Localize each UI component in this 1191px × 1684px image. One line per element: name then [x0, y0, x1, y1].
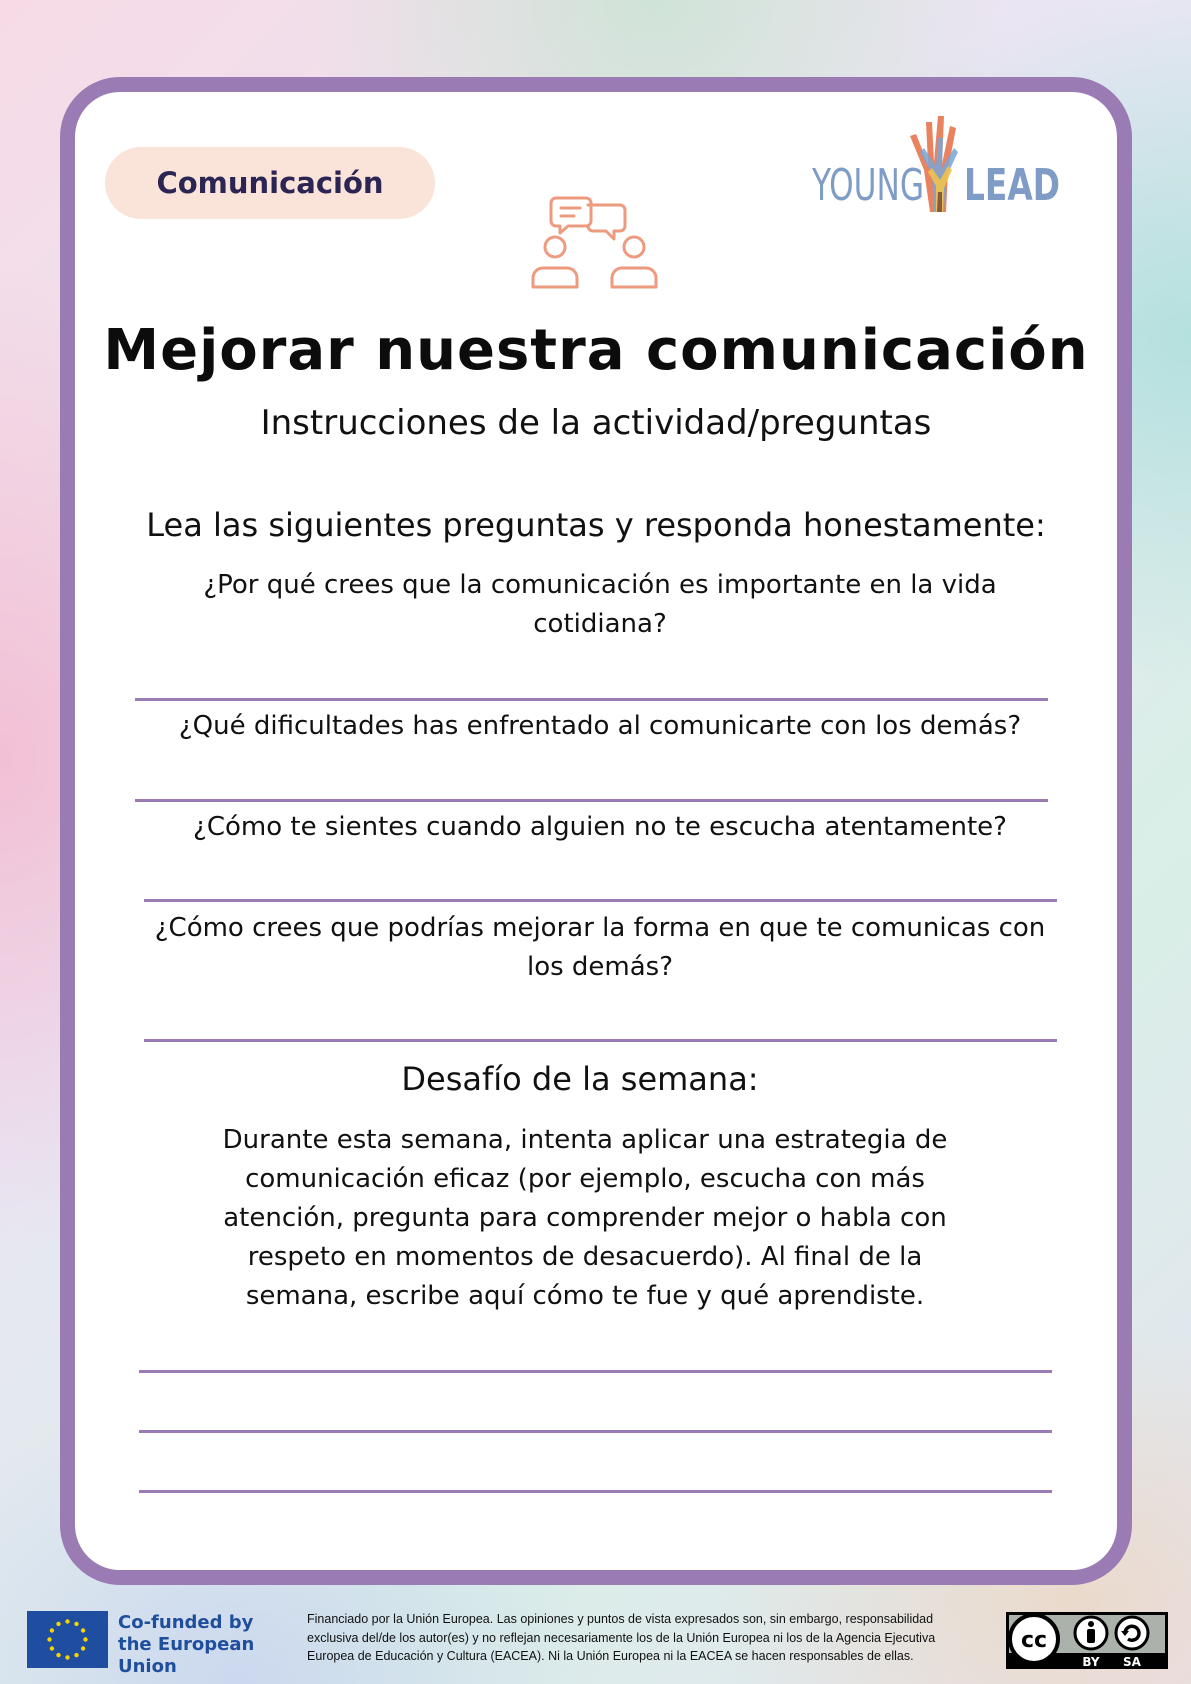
creative-commons-icon [1006, 1612, 1168, 1669]
eu-star [56, 1622, 60, 1626]
eu-star [65, 1655, 69, 1659]
eu-star [81, 1646, 85, 1650]
question-2 [110, 707, 1090, 746]
page-subtitle: Instrucciones de la actividad/preguntas [260, 403, 932, 443]
question-2-line-1: ¿Qué dificultades has enfrentado al comunicarte con los demás? [178, 711, 1022, 741]
eu-star [74, 1653, 78, 1657]
eu-star [65, 1619, 69, 1623]
challenge-answer-line-2[interactable] [139, 1430, 1052, 1433]
answer-line-4[interactable] [144, 1039, 1057, 1042]
young-lead-logo [812, 108, 1074, 220]
challenge-title: Desafío de la semana: [401, 1060, 759, 1098]
disclaimer-line: exclusiva del/de los autor(es) y no reflejan necesariamente los de la Unión Europea ni los de la Agencia Ejecutiva [307, 1630, 936, 1645]
cc-label: cc [1020, 1628, 1048, 1653]
challenge-answer-line-1[interactable] [139, 1370, 1052, 1373]
eu-star [74, 1622, 78, 1626]
challenge-text-line: respeto en momentos de desacuerdo). Al final de la [247, 1242, 923, 1272]
instructions-lead: Lea las siguientes preguntas y responda honestamente: [146, 506, 1046, 544]
challenge-text-line: atención, pregunta para comprender mejor o habla con [223, 1203, 947, 1233]
challenge-answer-line-3[interactable] [139, 1490, 1052, 1493]
challenge-text [170, 1121, 1000, 1316]
answer-line-1[interactable] [135, 698, 1048, 701]
logo-left-text: YOUNG [811, 160, 924, 211]
eu-star [56, 1653, 60, 1657]
challenge-text-line: Durante esta semana, intenta aplicar una estrategia de [222, 1125, 948, 1155]
challenge-text-line: comunicación eficaz (por ejemplo, escucha con más [245, 1164, 925, 1194]
conversation-people-icon [528, 195, 663, 290]
eu-star [50, 1646, 54, 1650]
eu-flag-icon [27, 1611, 108, 1668]
category-tag [105, 147, 435, 219]
question-4 [100, 909, 1100, 987]
disclaimer-line: Europea de Educación y Cultura (EACEA). Ni la Unión Europea ni la EACEA se hacen responsables de ellas. [307, 1649, 914, 1663]
question-3-line-1: ¿Cómo te sientes cuando alguien no te escucha atentamente? [193, 812, 1007, 842]
eu-text-line-1: Co-funded by [118, 1612, 254, 1633]
eu-star [50, 1628, 54, 1632]
sa-label: SA [1123, 1655, 1141, 1669]
eu-star [47, 1637, 51, 1641]
eu-cofunded-text [118, 1612, 298, 1678]
eu-text-line-2: the European Union [118, 1634, 255, 1677]
category-tag-label: Comunicación [156, 166, 384, 200]
disclaimer-line: Financiado por la Unión Europea. Las opiniones y puntos de vista expresados son, sin embargo, responsabilidad [307, 1612, 934, 1626]
challenge-text-line: semana, escribe aquí cómo te fue y qué aprendiste. [245, 1281, 925, 1311]
page-title: Mejorar nuestra comunicación [103, 318, 1089, 383]
question-1-line-2: cotidiana? [533, 609, 667, 639]
question-4-line-2: los demás? [526, 952, 674, 982]
question-4-line-1: ¿Cómo crees que podrías mejorar la forma en que te comunicas con [154, 913, 1046, 943]
by-label: BY [1082, 1655, 1100, 1669]
question-1 [110, 566, 1090, 644]
answer-line-2[interactable] [135, 799, 1048, 802]
eu-star [83, 1637, 87, 1641]
funding-disclaimer [307, 1610, 997, 1666]
answer-line-3[interactable] [144, 899, 1057, 902]
logo-right-text: LEAD [964, 160, 1060, 211]
question-3 [110, 808, 1090, 847]
question-1-line-1: ¿Por qué crees que la comunicación es importante en la vida [203, 570, 997, 600]
eu-star [81, 1628, 85, 1632]
